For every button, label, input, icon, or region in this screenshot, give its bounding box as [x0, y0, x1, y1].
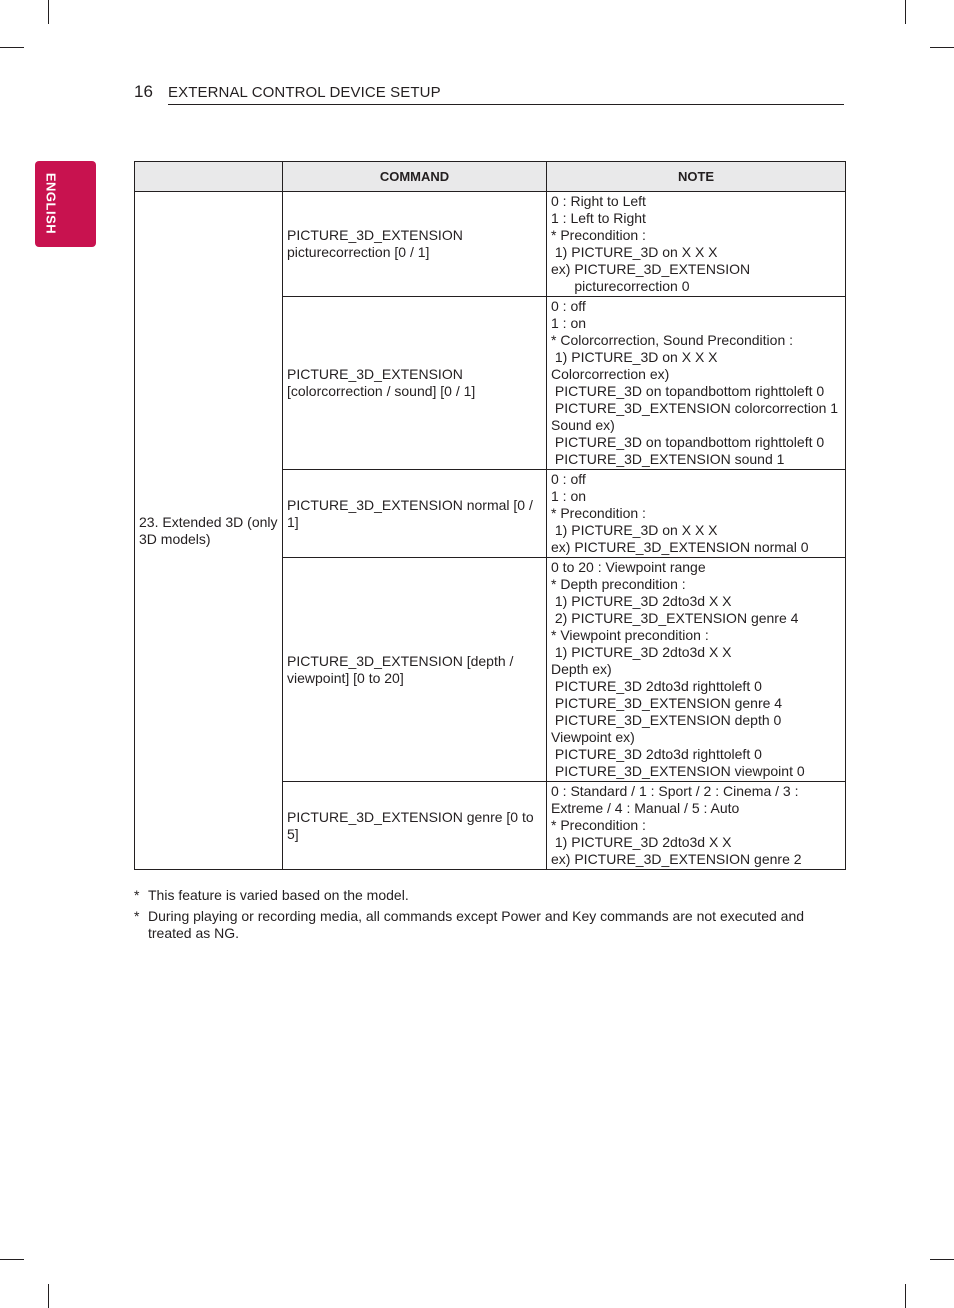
note-line: 0 : Right to Left — [551, 193, 646, 209]
command-cell: PICTURE_3D_EXTENSION picturecorrection [0 / 1] — [283, 192, 547, 297]
footnote — [134, 887, 834, 904]
asterisk-marker: * — [134, 887, 140, 903]
note-line: * Precondition : — [551, 505, 646, 521]
note-line: Depth ex) — [551, 661, 612, 677]
note-line: * Depth precondition : — [551, 576, 686, 592]
note-line: 0 to 20 : Viewpoint range — [551, 559, 706, 575]
note-line: 1 : Left to Right — [551, 210, 646, 226]
table-row — [135, 192, 846, 297]
note-line: PICTURE_3D 2dto3d righttoleft 0 — [551, 746, 762, 762]
note-line: 0 : off — [551, 298, 586, 314]
note-line: Colorcorrection ex) — [551, 366, 670, 382]
note-line: PICTURE_3D on topandbottom righttoleft 0 — [551, 434, 825, 450]
note-line: PICTURE_3D_EXTENSION genre 4 — [551, 695, 783, 711]
note-line: 1 : on — [551, 488, 587, 504]
crop-mark — [0, 47, 24, 48]
note-line: Viewpoint ex) — [551, 729, 635, 745]
note-line: 1) PICTURE_3D on X X X — [551, 349, 718, 365]
page-title: EXTERNAL CONTROL DEVICE SETUP — [168, 84, 441, 101]
footnote-text: This feature is varied based on the model. — [148, 887, 409, 903]
note-line: * Precondition : — [551, 227, 646, 243]
note-line: ex) PICTURE_3D_EXTENSION normal 0 — [551, 539, 809, 555]
command-table — [134, 161, 846, 870]
command-cell: PICTURE_3D_EXTENSION genre [0 to 5] — [283, 782, 547, 870]
note-line: PICTURE_3D on topandbottom righttoleft 0 — [551, 383, 825, 399]
note-line: PICTURE_3D_EXTENSION depth 0 — [551, 712, 782, 728]
note-cell — [547, 782, 846, 870]
command-cell: PICTURE_3D_EXTENSION [colorcorrection / sound] [0 / 1] — [283, 297, 547, 470]
note-line: 1 : on — [551, 315, 587, 331]
note-line: 2) PICTURE_3D_EXTENSION genre 4 — [551, 610, 799, 626]
table-header-row — [135, 162, 846, 192]
note-cell — [547, 470, 846, 558]
command-cell: PICTURE_3D_EXTENSION [depth / viewpoint] [0 to 20] — [283, 558, 547, 782]
note-line: Sound ex) — [551, 417, 615, 433]
header-note: NOTE — [547, 162, 846, 192]
crop-mark — [930, 47, 954, 48]
note-cell — [547, 558, 846, 782]
note-cell — [547, 297, 846, 470]
crop-mark — [48, 0, 49, 24]
note-line: ex) PICTURE_3D_EXTENSION — [551, 261, 751, 277]
note-line: * Precondition : — [551, 817, 646, 833]
crop-mark — [930, 1259, 954, 1260]
crop-mark — [905, 1284, 906, 1308]
crop-mark — [48, 1284, 49, 1308]
note-line: 1) PICTURE_3D 2dto3d X X — [551, 834, 732, 850]
note-line: PICTURE_3D_EXTENSION colorcorrection 1 — [551, 400, 839, 416]
item-cell: 23. Extended 3D (only 3D models) — [135, 192, 283, 870]
footnote-text: During playing or recording media, all commands except Power and Key commands are not executed and treated as NG. — [148, 908, 805, 941]
note-line: Extreme / 4 : Manual / 5 : Auto — [551, 800, 740, 816]
crop-mark — [0, 1259, 24, 1260]
note-line: 0 : off — [551, 471, 586, 487]
command-cell: PICTURE_3D_EXTENSION normal [0 / 1] — [283, 470, 547, 558]
note-line: PICTURE_3D 2dto3d righttoleft 0 — [551, 678, 762, 694]
note-line: 1) PICTURE_3D on X X X — [551, 244, 718, 260]
header-item — [135, 162, 283, 192]
header-command: COMMAND — [283, 162, 547, 192]
crop-mark — [905, 0, 906, 24]
language-label: ENGLISH — [43, 172, 59, 235]
note-line: ex) PICTURE_3D_EXTENSION genre 2 — [551, 851, 802, 867]
note-line: * Colorcorrection, Sound Precondition : — [551, 332, 794, 348]
header-rule — [168, 104, 844, 105]
asterisk-marker: * — [134, 908, 140, 924]
footnote — [134, 908, 834, 942]
note-line: 1) PICTURE_3D 2dto3d X X — [551, 644, 732, 660]
page-header — [134, 80, 844, 104]
note-cell — [547, 192, 846, 297]
page-number: 16 — [134, 82, 153, 101]
note-line: 0 : Standard / 1 : Sport / 2 : Cinema / 3 : — [551, 783, 799, 799]
note-line: 1) PICTURE_3D 2dto3d X X — [551, 593, 732, 609]
language-tab — [35, 161, 96, 247]
note-line: PICTURE_3D_EXTENSION sound 1 — [551, 451, 785, 467]
note-line: * Viewpoint precondition : — [551, 627, 709, 643]
note-line: 1) PICTURE_3D on X X X — [551, 522, 718, 538]
note-line: PICTURE_3D_EXTENSION viewpoint 0 — [551, 763, 805, 779]
note-line: picturecorrection 0 — [551, 278, 690, 294]
footnotes — [134, 887, 834, 946]
